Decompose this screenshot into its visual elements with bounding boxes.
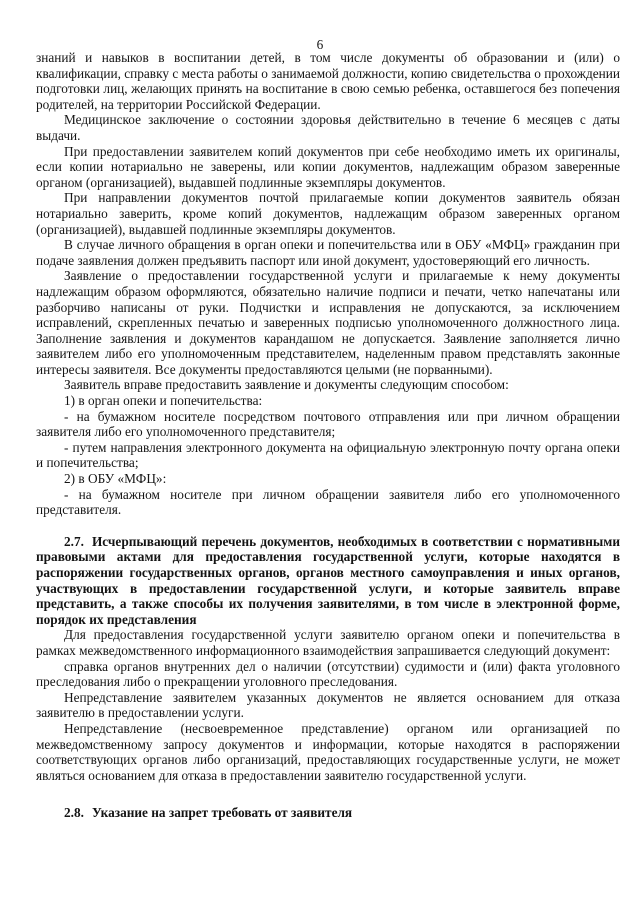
paragraph: Медицинское заключение о состоянии здоровья действительно в течение 6 месяцев с даты выдачи. [36, 112, 620, 143]
paragraph: знаний и навыков в воспитании детей, в том числе документы об образовании и (или) о квалификации, справку с места работы о занимаемой должности, копию свидетельства о прохождении подготовки лиц, желающих принять на воспитание в свою семью ребенка, оставшегося без попечения родителей, на территории Российской Федерации. [36, 50, 620, 112]
section-heading-text: Указание на запрет требовать от заявителя [91, 805, 353, 821]
paragraph: При направлении документов почтой прилагаемые копии документов заявитель обязан нотариально заверить, кроме копий документов, надлежащим образом заверенных органом (организацией), выдавшей подлинные экземпляры документов. [36, 190, 620, 237]
section-number: 2.8. [64, 805, 84, 821]
paragraph: Непредставление заявителем указанных документов не является основанием для отказа заявителю в предоставлении услуги. [36, 689, 620, 721]
paragraph: В случае личного обращения в орган опеки и попечительства или в ОБУ «МФЦ» гражданин при подаче заявления должен предъявить паспорт или иной документ, удостоверяющий его личность. [36, 237, 620, 268]
paragraph: При предоставлении заявителем копий документов при себе необходимо иметь их оригиналы, если копии нотариально не заверены, или копии документов, надлежащим образом заверенные органом (организацией), выдавшей подлинные экземпляры документов. [36, 143, 620, 190]
paragraph: Заявитель вправе предоставить заявление и документы следующим способом: [64, 377, 509, 393]
paragraph: справка органов внутренних дел о наличии (отсутствии) судимости и (или) факта уголовного преследования либо о прекращении уголовного преследования. [36, 658, 620, 690]
paragraph: - на бумажном носителе при личном обращении заявителя либо его уполномоченного представителя. [36, 486, 620, 518]
section-heading-text: Исчерпывающий перечень документов, необходимых в соответствии с нормативными правовыми актами для предоставления государственной услуги, которые находятся в распоряжении государственных органов, органов местного самоуправления и иных органов, участвующих в предоставлении государственной услуги, и которые заявитель вправе представить, а также способы их получения заявителями, в том числе в электронной форме, порядок их представления [36, 533, 620, 627]
section-heading-2-7 [36, 534, 620, 628]
section-number: 2.7. [64, 533, 84, 549]
paragraph: Для предоставления государственной услуги заявителю органом опеки и попечительства в рамках межведомственного информационного взаимодействия запрашивается следующий документ: [36, 627, 620, 658]
paragraph: 1) в орган опеки и попечительства: [64, 393, 263, 409]
paragraph: - путем направления электронного документа на официальную электронную почту органа опеки и попечительства; [36, 439, 620, 471]
paragraph: Непредставление (несвоевременное представление) органом или организацией по межведомственному запросу документов и информации, которые находятся в распоряжении соответствующих органов либо организаций, предоставляющих государственные услуги, не может являться основанием для отказа в предоставлении заявителю государственной услуги. [36, 720, 620, 783]
document-body [36, 50, 620, 821]
section-heading-2-8 [36, 805, 620, 821]
paragraph: Заявление о предоставлении государственной услуги и прилагаемые к нему документы надлежащим образом оформляются, обязательно наличие подписи и печати, четко напечатаны или разборчиво написаны от руки. Подчистки и исправления не допускаются, за исключением исправлений, скрепленных печатью и заверенных подписью уполномоченного должностного лица. Заполнение заявления и документов карандашом не допускается. Заявление заполняется лично заявителем либо его уполномоченным представителем, наделенным правом представлять законные интересы заявителя. Все документы предоставляются целыми (не порванными). [36, 268, 620, 377]
page-number: 6 [316, 37, 324, 52]
paragraph: - на бумажном носителе посредством почтового отправления или при личном обращении заявителя либо его уполномоченного представителя; [36, 408, 620, 440]
paragraph: 2) в ОБУ «МФЦ»: [64, 471, 167, 487]
